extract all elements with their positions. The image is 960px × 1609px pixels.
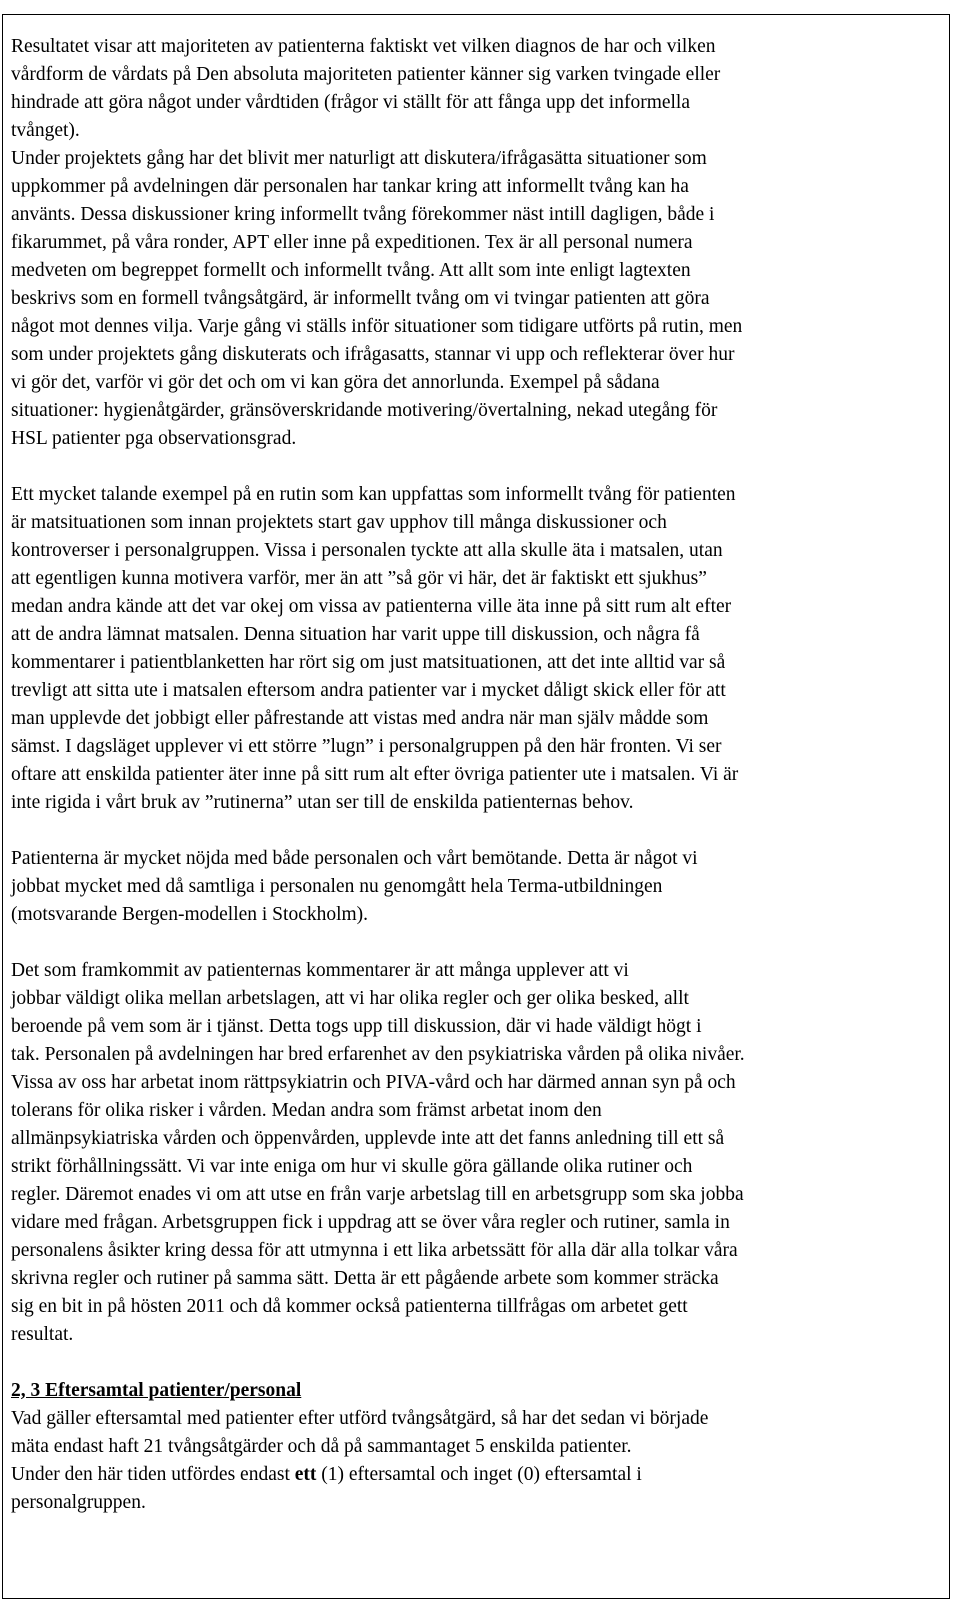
text-line: fikarummet, på våra ronder, APT eller inne på expeditionen. Tex är all personal numera [11, 232, 693, 253]
text-line: använts. Dessa diskussioner kring informellt tvång förekommer näst intill dagligen, både i [11, 204, 715, 225]
text-line: Vissa av oss har arbetat inom rättpsykiatrin och PIVA-vård och har därmed annan syn på och [11, 1072, 736, 1093]
paragraph-debriefing [11, 1405, 947, 1461]
text-line: vårdform de vårdats på Den absoluta majoriteten patienter känner sig varken tvingade eller [11, 64, 721, 85]
text-line: beroende på vem som är i tjänst. Detta togs upp till diskussion, där vi hade väldigt högt i [11, 1016, 702, 1037]
text-line: oftare att enskilda patienter äter inne på sitt rum alt efter övriga patienter ute i matsalen. Vi är [11, 764, 739, 785]
text-line: Under projektets gång har det blivit mer naturligt att diskutera/ifrågasätta situationer som [11, 148, 707, 169]
text-line: jobbat mycket med då samtliga i personalen nu genomgått hela Terma-utbildningen [11, 876, 663, 897]
document-frame [2, 14, 950, 1599]
text-line: inte rigida i vårt bruk av ”rutinerna” utan ser till de enskilda patienternas behov. [11, 792, 634, 813]
text-line: att egentligen kunna motivera varför, mer än att ”så gör vi här, det är faktiskt ett sjukhus” [11, 568, 707, 589]
debriefing-bold-word: ett [294, 1464, 317, 1485]
text-line: medveten om begreppet formellt och informellt tvång. Att allt som inte enligt lagtexten [11, 260, 691, 281]
paragraph-work-group [11, 957, 947, 1349]
text-line: är matsituationen som innan projektets start gav upphov till många diskussioner och [11, 512, 667, 533]
text-line: allmänpsykiatriska vården och öppenvården, upplevde inte att det fanns anledning till ett så [11, 1128, 725, 1149]
text-line: hindrade att göra något under vårdtiden (frågor vi ställt för att fånga upp det informella [11, 92, 691, 113]
paragraph-meal-situation [11, 481, 947, 817]
text-line: strikt förhållningssätt. Vi var inte eniga om hur vi skulle göra gällande olika rutiner och [11, 1156, 693, 1177]
text-line: något mot dennes vilja. Varje gång vi ställs inför situationer som tidigare utförts på rutin, men [11, 316, 743, 337]
text-line: medan andra kände att det var okej om vissa av patienterna ville äta inne på sitt rum alt efter [11, 596, 732, 617]
text-line: kontroverser i personalgruppen. Vissa i personalen tyckte att alla skulle äta i matsalen, utan [11, 540, 723, 561]
text-line: skrivna regler och rutiner på samma sätt. Detta är ett pågående arbete som kommer sträcka [11, 1268, 719, 1289]
text-line: vidare med frågan. Arbetsgruppen fick i uppdrag att se över våra regler och rutiner, samla in [11, 1212, 730, 1233]
text-line: trevligt att sitta ute i matsalen eftersom andra patienter var i mycket dåligt skick eller för att [11, 680, 726, 701]
text-line: Det som framkommit av patienternas kommentarer är att många upplever att vi [11, 960, 629, 981]
debriefing-text-post: (1) eftersamtal och inget (0) eftersamtal i [316, 1464, 642, 1485]
paragraph-results [11, 33, 947, 453]
text-line: man upplevde det jobbigt eller påfrestande att vistas med andra när man själv mådde som [11, 708, 709, 729]
text-line: regler. Däremot enades vi om att utse en från varje arbetslag till en arbetsgrupp som ska jobba [11, 1184, 744, 1205]
text-line: tvånget). [11, 120, 80, 141]
text-line: sig en bit in på hösten 2011 och då kommer också patienterna tillfrågas om arbetet gett [11, 1296, 688, 1317]
paragraph-gap [11, 817, 947, 845]
text-line: uppkommer på avdelningen där personalen har tankar kring att informellt tvång kan ha [11, 176, 689, 197]
paragraph-patient-satisfaction [11, 845, 947, 929]
text-line: tak. Personalen på avdelningen har bred erfarenhet av den psykiatriska vården på olika nivåer. [11, 1044, 745, 1065]
document-body [11, 33, 947, 1517]
text-line: Resultatet visar att majoriteten av patienterna faktiskt vet vilken diagnos de har och vilken [11, 36, 716, 57]
paragraph-debriefing-count [11, 1461, 947, 1489]
paragraph-gap [11, 929, 947, 957]
text-line: personalens åsikter kring dessa för att utmynna i ett lika arbetssätt för alla där alla tolkar våra [11, 1240, 738, 1261]
text-line: situationer: hygienåtgärder, gränsöverskridande motivering/övertalning, nekad utegång för [11, 400, 718, 421]
paragraph-gap [11, 453, 947, 481]
text-line: (motsvarande Bergen-modellen i Stockholm). [11, 904, 369, 925]
text-line: mäta endast haft 21 tvångsåtgärder och då på sammantaget 5 enskilda patienter. [11, 1436, 632, 1457]
text-line: kommentarer i patientblanketten har rört sig om just matsituationen, att det inte alltid var så [11, 652, 726, 673]
text-line: jobbar väldigt olika mellan arbetslagen, att vi har olika regler och ger olika besked, allt [11, 988, 689, 1009]
text-line: beskrivs som en formell tvångsåtgärd, är informellt tvång om vi tvingar patienten att göra [11, 288, 710, 309]
text-line: att de andra lämnat matsalen. Denna situation har varit uppe till diskussion, och några få [11, 624, 700, 645]
text-line: vi gör det, varför vi gör det och om vi kan göra det annorlunda. Exempel på sådana [11, 372, 660, 393]
text-line: Vad gäller eftersamtal med patienter efter utförd tvångsåtgärd, så har det sedan vi började [11, 1408, 709, 1429]
section-heading: 2, 3 Eftersamtal patienter/personal [11, 1380, 302, 1401]
paragraph-debriefing-end: personalgruppen. [11, 1492, 146, 1513]
text-line: HSL patienter pga observationsgrad. [11, 428, 297, 449]
debriefing-text-pre: Under den här tiden utfördes endast [11, 1464, 295, 1485]
text-line: tolerans för olika risker i vården. Medan andra som främst arbetat inom den [11, 1100, 602, 1121]
text-line: Patienterna är mycket nöjda med både personalen och vårt bemötande. Detta är något vi [11, 848, 698, 869]
text-line: sämst. I dagsläget upplever vi ett större ”lugn” i personalgruppen på den här fronten. Vi ser [11, 736, 722, 757]
paragraph-gap [11, 1349, 947, 1377]
text-line: Ett mycket talande exempel på en rutin som kan uppfattas som informellt tvång för patienten [11, 484, 736, 505]
text-line: som under projektets gång diskuterats och ifrågasatts, stannar vi upp och reflekterar över hur [11, 344, 735, 365]
text-line: resultat. [11, 1324, 74, 1345]
